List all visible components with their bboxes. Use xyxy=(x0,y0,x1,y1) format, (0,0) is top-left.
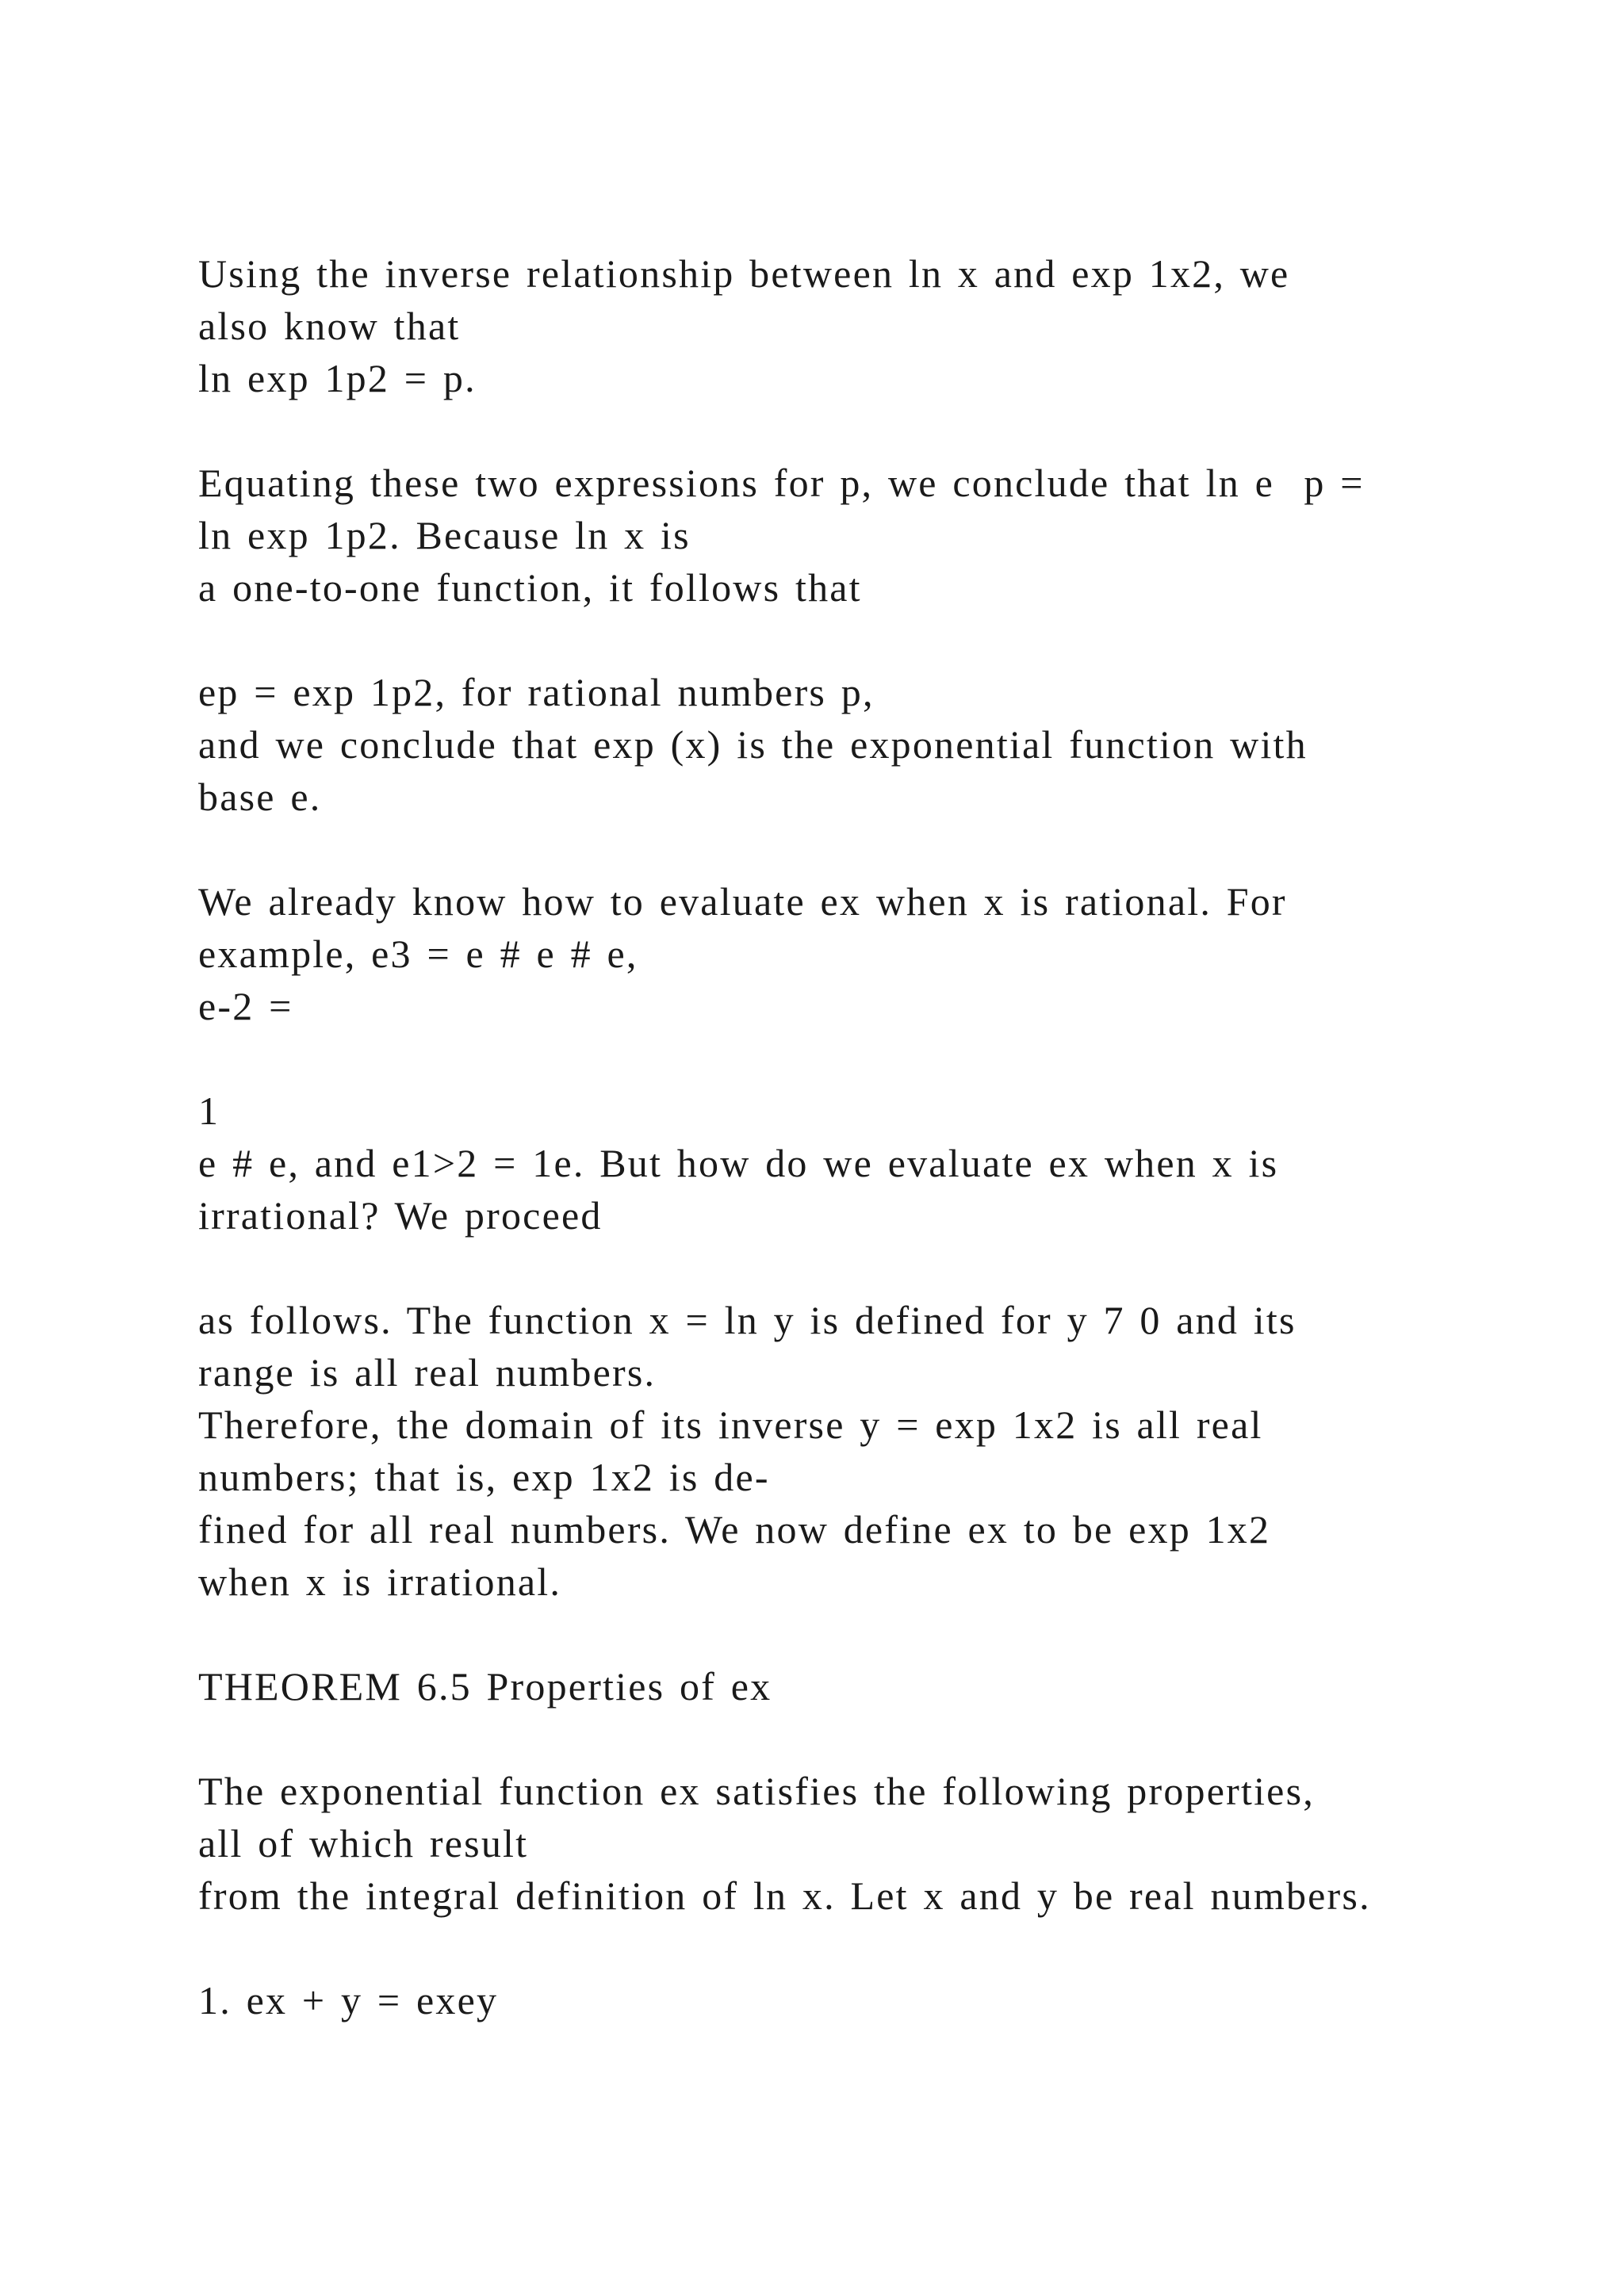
blank-line xyxy=(198,1712,1499,1765)
document-body xyxy=(198,247,1499,2026)
text-line: as follows. The function x = ln y is defined for y 7 0 and its xyxy=(198,1298,1297,1342)
text-line: irrational? We proceed xyxy=(198,1193,603,1238)
text-line: a one-to-one function, it follows that xyxy=(198,565,862,610)
text-line: e-2 = xyxy=(198,984,293,1028)
blank-line xyxy=(198,1608,1499,1660)
text-line: and we conclude that exp (x) is the exponential function with xyxy=(198,722,1308,767)
blank-line xyxy=(198,823,1499,875)
text-line: also know that xyxy=(198,304,461,348)
text-line: The exponential function ex satisfies the following properties, xyxy=(198,1769,1315,1813)
blank-line xyxy=(198,404,1499,457)
text-line: Equating these two expressions for p, we conclude that ln e p = xyxy=(198,461,1365,505)
blank-line xyxy=(198,1242,1499,1294)
text-line: Therefore, the domain of its inverse y = exp 1x2 is all real xyxy=(198,1402,1263,1447)
text-line: fined for all real numbers. We now define ex to be exp 1x2 xyxy=(198,1507,1271,1552)
text-line: e # e, and e1>2 = 1e. But how do we evaluate ex when x is xyxy=(198,1141,1279,1185)
text-line: ln exp 1p2 = p. xyxy=(198,356,477,400)
text-line: example, e3 = e # e # e, xyxy=(198,932,638,976)
text-line: ln exp 1p2. Because ln x is xyxy=(198,513,691,557)
text-line: from the integral definition of ln x. Let x and y be real numbers. xyxy=(198,1873,1371,1918)
text-line: when x is irrational. xyxy=(198,1559,562,1604)
blank-line xyxy=(198,1922,1499,1974)
text-line: ep = exp 1p2, for rational numbers p, xyxy=(198,670,875,714)
text-line: 1 xyxy=(198,1089,220,1133)
blank-line xyxy=(198,614,1499,666)
text-line: base e. xyxy=(198,775,322,819)
text-line: range is all real numbers. xyxy=(198,1350,657,1395)
text-line: numbers; that is, exp 1x2 is de- xyxy=(198,1455,770,1499)
list-item: 1. ex + y = exey xyxy=(198,1978,499,2022)
text-line: We already know how to evaluate ex when x is rational. For xyxy=(198,879,1287,924)
text-line: all of which result xyxy=(198,1821,529,1866)
blank-line xyxy=(198,1032,1499,1085)
text-line: Using the inverse relationship between ln x and exp 1x2, we xyxy=(198,251,1290,296)
theorem-heading: THEOREM 6.5 Properties of ex xyxy=(198,1664,772,1709)
